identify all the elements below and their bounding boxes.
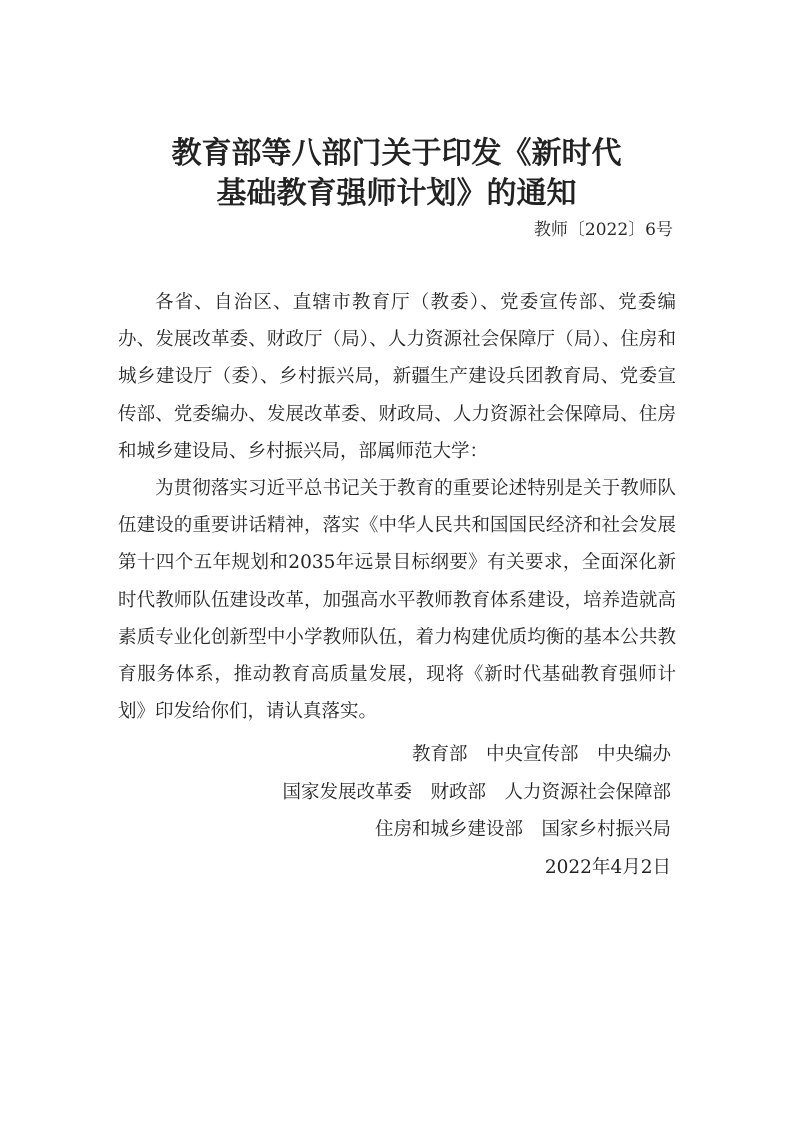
document-title — [0, 134, 793, 214]
title-line-1: 教育部等八部门关于印发《新时代 — [171, 136, 622, 171]
signature-line-3: 住房和城乡建设部 国家乡村振兴局 — [374, 819, 671, 840]
signature-block — [282, 736, 671, 886]
main-paragraph: 为贯彻落实习近平总书记关于教育的重要论述特别是关于教师队伍建设的重要讲话精神，落实《中华人民共和国国民经济和社会发展第十四个五年规划和2035年远景目标纲要》有关要求，全面深化新时代教师队伍建设改革，加强高水平教师教育体系建设，培养造就高素质专业化创新型中小学教师队伍，着力构建优质均衡的基本公共教育服务体系，推动教育高质量发展，现将《新时代基础教育强师计划》印发给你们，请认真落实。 — [118, 478, 676, 723]
document-number: 教师〔2022〕6号 — [533, 220, 673, 240]
addressee-paragraph: 各省、自治区、直辖市教育厅（教委）、党委宣传部、党委编办、发展改革委、财政厅（局）、人力资源社会保障厅（局）、住房和城乡建设厅（委）、乡村振兴局，新疆生产建设兵团教育局、党委宣传部、党委编办、发展改革委、财政局、人力资源社会保障局、住房和城乡建设局、乡村振兴局，部属师范大学： — [118, 292, 676, 462]
signature-line-1: 教育部 中央宣传部 中央编办 — [411, 744, 671, 765]
document-body — [118, 284, 676, 730]
title-line-2: 基础教育强师计划》的通知 — [216, 176, 577, 211]
signature-date: 2022年4月2日 — [544, 856, 671, 878]
signature-line-2: 国家发展改革委 财政部 人力资源社会保障部 — [282, 781, 671, 803]
